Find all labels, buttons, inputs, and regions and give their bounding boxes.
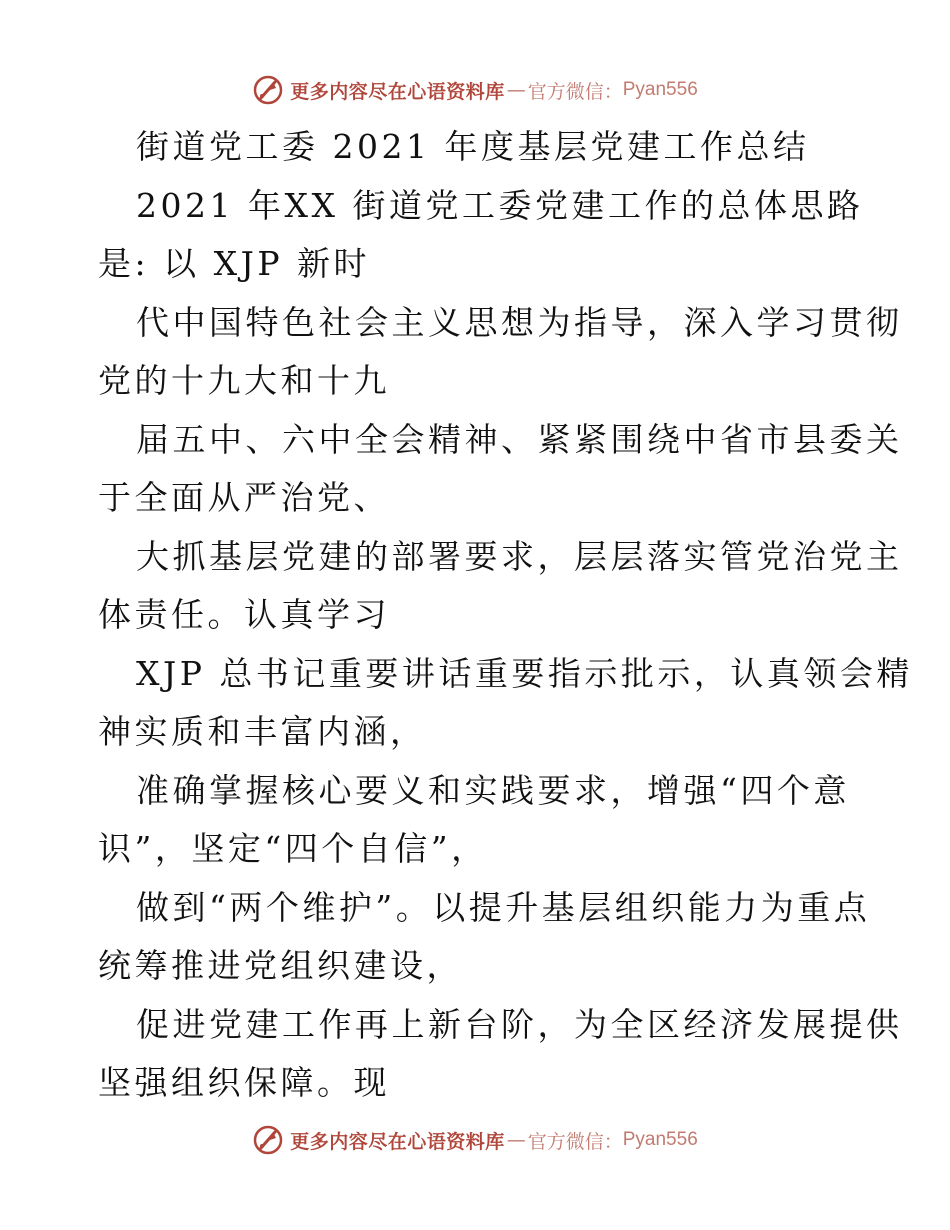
paragraph-line: 神实质和丰富内涵， [98,712,427,751]
watermark-dash: — [506,79,526,101]
watermark-contact-label: 官方微信： [527,1130,623,1153]
quill-logo-icon [252,1124,284,1156]
footer-watermark [0,1120,950,1160]
paragraph-line: 识”，坚定“四个自信”， [98,829,488,868]
paragraph-line: 统筹推进党组织建设， [98,946,463,985]
paragraph-line: 大抓基层党建的部署要求，层层落实管党治党主 [136,536,903,576]
paragraph-line: 2021 年XX 街道党工委党建工作的总体思路 [136,185,864,225]
header-watermark [0,70,950,110]
paragraph-line: 促进党建工作再上新台阶，为全区经济发展提供 [136,1004,903,1044]
watermark-dash: — [506,1129,526,1151]
watermark-wechat-id: Pyan556 [622,79,698,100]
watermark-brand: 更多内容尽在心语资料库 [290,1130,505,1153]
paragraph-line: 准确掌握核心要义和实践要求，增强“四个意 [136,770,850,810]
paragraph-line: 是: 以 XJP 新时 [98,244,371,283]
watermark-contact-label: 官方微信： [527,80,623,103]
paragraph-line: 体责任。认真学习 [98,595,390,634]
paragraph-line: 坚强组织保障。现 [98,1063,390,1102]
watermark-brand: 更多内容尽在心语资料库 [290,80,505,103]
paragraph-line: 于全面从严治党、 [98,478,390,517]
document-body [98,118,913,1113]
paragraph-line: 代中国特色社会主义思想为指导，深入学习贯彻 [136,302,903,342]
document-title: 街道党工委 2021 年度基层党建工作总结 [136,127,810,166]
paragraph-line: XJP 总书记重要讲话重要指示批示，认真领会精 [136,653,913,693]
watermark-wechat-id: Pyan556 [622,1129,698,1150]
paragraph-line: 党的十九大和十九 [98,361,390,400]
paragraph-line: 届五中、六中全会精神、紧紧围绕中省市县委关 [136,419,903,459]
paragraph-line: 做到“两个维护”。以提升基层组织能力为重点 [136,887,871,927]
quill-logo-icon [252,74,284,106]
